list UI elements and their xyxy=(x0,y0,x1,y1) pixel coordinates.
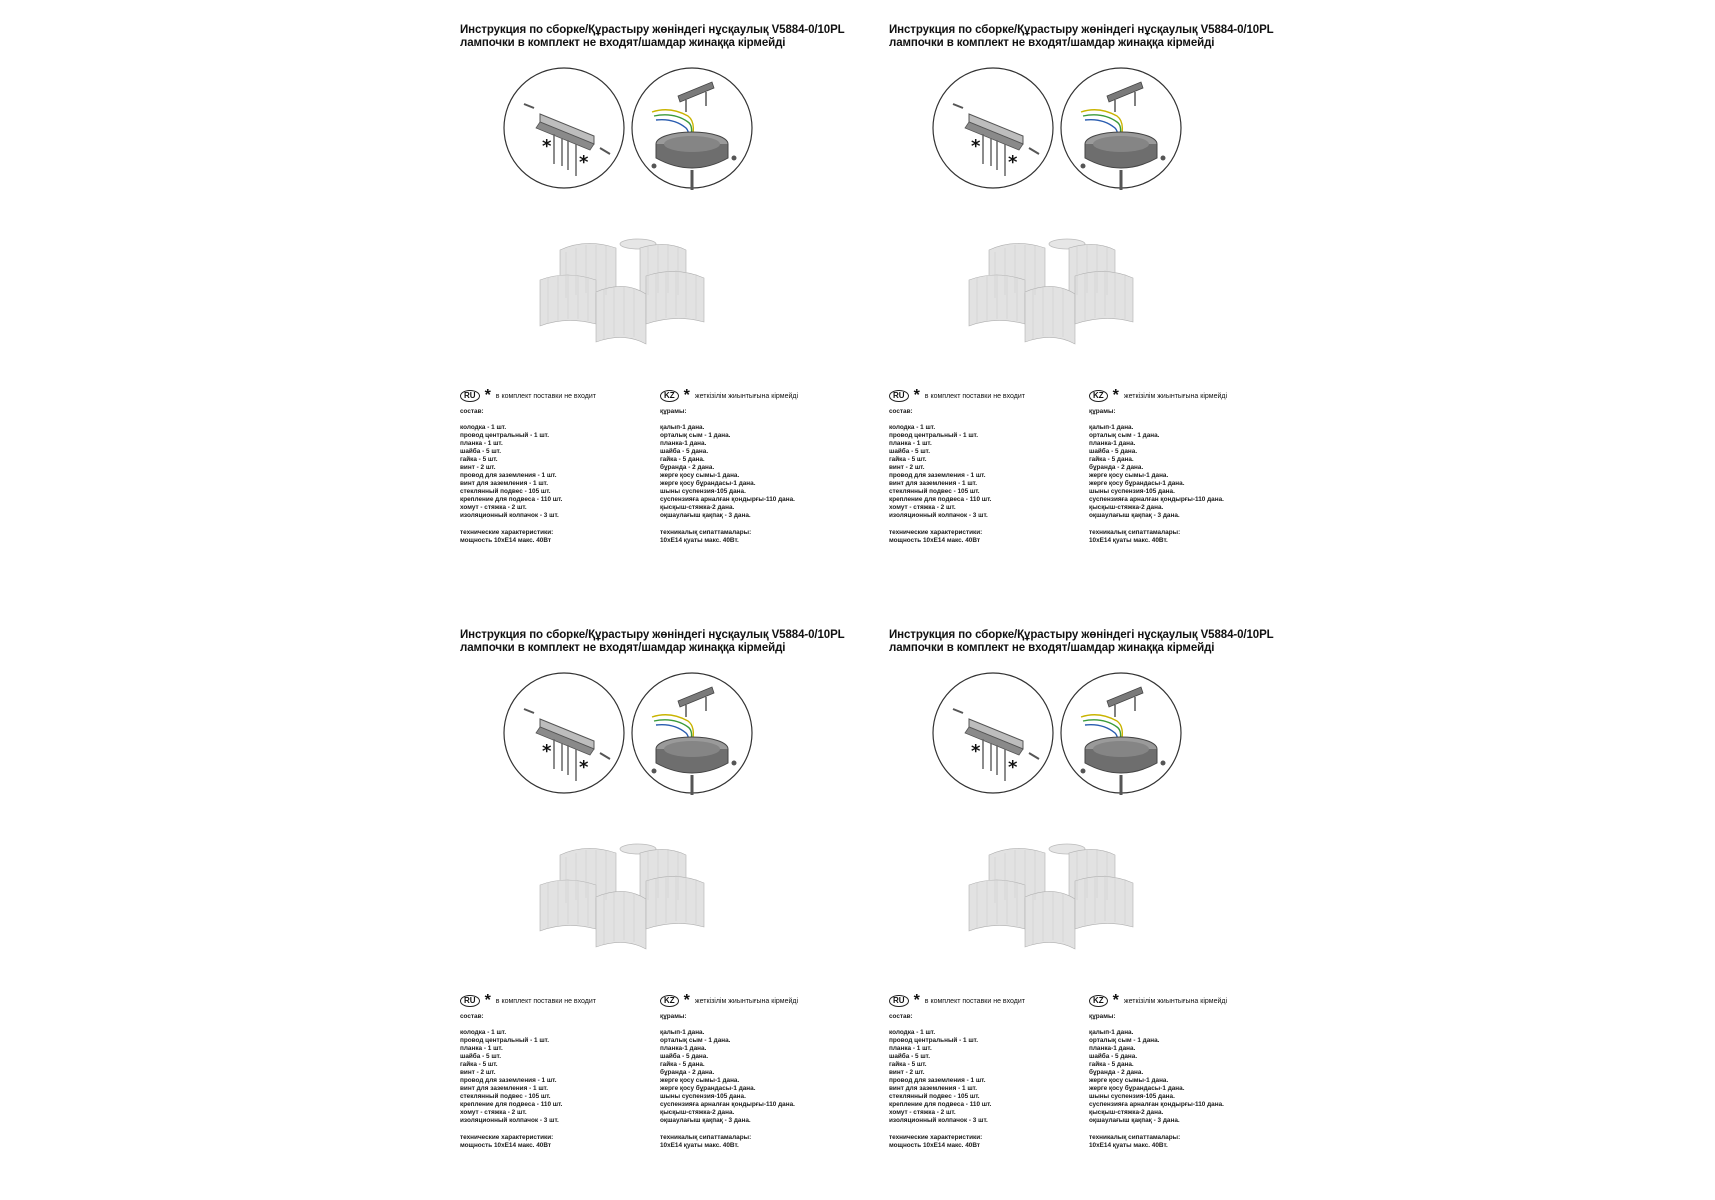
list-item: шайба - 5 шт. xyxy=(889,1053,930,1060)
assembly-diagrams xyxy=(931,66,1191,206)
kz-contents xyxy=(1089,1013,1289,1150)
canopy-wiring-diagram xyxy=(1059,671,1183,795)
kz-legend xyxy=(1089,992,1228,1009)
list-item: провод для заземления - 1 шт. xyxy=(889,1077,986,1084)
ru-spec-title: технические характеристики: xyxy=(460,1134,554,1141)
list-item: крепление для подвеса - 110 шт. xyxy=(889,1101,992,1108)
list-item: суспензияға арналған қондырғы-110 дана. xyxy=(1089,1101,1224,1108)
ru-spec: мощность 10хЕ14 макс. 40Вт xyxy=(889,1142,981,1149)
ru-legend-text: в комплект поставки не входит xyxy=(924,392,1025,400)
list-item: винт для заземления - 1 шт. xyxy=(460,1085,548,1092)
kz-legend-text: жеткізілім жиынтығына кірмейді xyxy=(694,997,799,1005)
assembly-diagrams xyxy=(931,671,1191,811)
list-item: жерге қосу сымы-1 дана. xyxy=(660,1077,740,1084)
ru-contents xyxy=(889,408,1079,545)
kz-contents-title: құрамы: xyxy=(1089,1013,1116,1020)
list-item: орталық сым - 1 дана. xyxy=(660,432,731,439)
ru-contents-title: состав: xyxy=(460,1013,484,1020)
list-item: шайба - 5 дана. xyxy=(1089,448,1138,455)
star-icon: * xyxy=(484,387,491,404)
canopy-wiring-diagram xyxy=(1059,66,1183,190)
ru-spec: мощность 10хЕ14 макс. 40Вт xyxy=(460,537,552,544)
list-item: провод для заземления - 1 шт. xyxy=(889,472,986,479)
star-icon: * xyxy=(683,387,690,404)
chandelier-image xyxy=(536,837,732,953)
list-item: изоляционный колпачок - 3 шт. xyxy=(460,1117,559,1124)
kz-legend xyxy=(1089,387,1228,404)
list-item: гайка - 5 шт. xyxy=(889,456,927,463)
list-item: гайка - 5 шт. xyxy=(460,1061,498,1068)
list-item: жерге қосу бұрандасы-1 дана. xyxy=(1089,1085,1185,1092)
kz-spec: 10хЕ14 қуаты макс. 40Вт. xyxy=(660,537,739,544)
list-item: планка - 1 шт. xyxy=(889,440,932,447)
list-item: жерге қосу сымы-1 дана. xyxy=(660,472,740,479)
list-item: хомут - стяжка - 2 шт. xyxy=(460,1109,527,1116)
list-item: планка - 1 шт. xyxy=(460,440,503,447)
star-icon: * xyxy=(542,136,552,157)
list-item: жерге қосу бұрандасы-1 дана. xyxy=(660,480,756,487)
kz-badge: KZ xyxy=(660,995,679,1007)
ru-spec-title: технические характеристики: xyxy=(889,1134,983,1141)
kz-contents xyxy=(1089,408,1289,545)
title-line-2: лампочки в комплект не входят/шамдар жинаққа кірмейді xyxy=(889,37,1215,49)
list-item: суспензияға арналған қондырғы-110 дана. xyxy=(1089,496,1224,503)
list-item: суспензияға арналған қондырғы-110 дана. xyxy=(660,496,795,503)
ru-contents xyxy=(460,408,650,545)
list-item: хомут - стяжка - 2 шт. xyxy=(889,1109,956,1116)
list-item: винт для заземления - 1 шт. xyxy=(460,480,548,487)
instruction-card-bottom-right xyxy=(889,629,1289,1189)
ru-badge: RU xyxy=(460,390,480,402)
ru-legend xyxy=(460,387,596,404)
list-item: крепление для подвеса - 110 шт. xyxy=(460,496,563,503)
list-item: провод центральный - 1 шт. xyxy=(889,1037,979,1044)
mounting-bar-diagram xyxy=(502,671,626,795)
title-line-2: лампочки в комплект не входят/шамдар жинаққа кірмейді xyxy=(889,642,1215,654)
ru-spec: мощность 10хЕ14 макс. 40Вт xyxy=(460,1142,552,1149)
star-icon: * xyxy=(683,992,690,1009)
ru-legend-text: в комплект поставки не входит xyxy=(495,997,596,1005)
list-item: қалып-1 дана. xyxy=(660,1029,705,1036)
list-item: қысқыш-стяжка-2 дана. xyxy=(660,504,735,511)
list-item: орталық сым - 1 дана. xyxy=(1089,432,1160,439)
list-item: крепление для подвеса - 110 шт. xyxy=(460,1101,563,1108)
kz-spec: 10хЕ14 қуаты макс. 40Вт. xyxy=(1089,537,1168,544)
list-item: орталық сым - 1 дана. xyxy=(1089,1037,1160,1044)
title-line-1: Инструкция по сборке/Құрастыру жөніндегі нұсқаулық V5884-0/10PL xyxy=(889,629,1274,641)
kz-badge: KZ xyxy=(1089,390,1108,402)
star-icon: * xyxy=(1008,757,1018,778)
ru-legend-text: в комплект поставки не входит xyxy=(924,997,1025,1005)
list-item: қысқыш-стяжка-2 дана. xyxy=(1089,504,1164,511)
list-item: винт - 2 шт. xyxy=(460,464,496,471)
list-item: суспензияға арналған қондырғы-110 дана. xyxy=(660,1101,795,1108)
instruction-card-top-right xyxy=(889,24,1289,584)
list-item: планка-1 дана. xyxy=(660,1045,707,1052)
list-item: гайка - 5 дана. xyxy=(1089,456,1134,463)
list-item: жерге қосу сымы-1 дана. xyxy=(1089,1077,1169,1084)
kz-legend xyxy=(660,992,799,1009)
list-item: колодка - 1 шт. xyxy=(460,1029,507,1036)
list-item: оқшаулағыш қақпақ - 3 дана. xyxy=(1089,512,1180,519)
ru-spec-title: технические характеристики: xyxy=(460,529,554,536)
list-item: стеклянный подвес - 105 шт. xyxy=(889,488,980,495)
list-item: хомут - стяжка - 2 шт. xyxy=(460,504,527,511)
ru-contents-title: состав: xyxy=(460,408,484,415)
list-item: жерге қосу бұрандасы-1 дана. xyxy=(1089,480,1185,487)
kz-legend-text: жеткізілім жиынтығына кірмейді xyxy=(1123,392,1228,400)
list-item: шайба - 5 шт. xyxy=(460,448,501,455)
list-item: оқшаулағыш қақпақ - 3 дана. xyxy=(1089,1117,1180,1124)
star-icon: * xyxy=(1112,387,1119,404)
star-icon: * xyxy=(484,992,491,1009)
list-item: планка-1 дана. xyxy=(660,440,707,447)
list-item: орталық сым - 1 дана. xyxy=(660,1037,731,1044)
list-item: колодка - 1 шт. xyxy=(460,424,507,431)
kz-legend xyxy=(660,387,799,404)
kz-contents-title: құрамы: xyxy=(660,1013,687,1020)
assembly-diagrams xyxy=(502,671,762,811)
instruction-card-bottom-left xyxy=(460,629,860,1189)
ru-contents-title: состав: xyxy=(889,1013,913,1020)
kz-contents-title: құрамы: xyxy=(1089,408,1116,415)
list-item: гайка - 5 дана. xyxy=(660,1061,705,1068)
list-item: қалып-1 дана. xyxy=(660,424,705,431)
chandelier-image xyxy=(965,232,1161,348)
list-item: провод для заземления - 1 шт. xyxy=(460,472,557,479)
list-item: жерге қосу бұрандасы-1 дана. xyxy=(660,1085,756,1092)
ru-contents xyxy=(460,1013,650,1150)
title-line-1: Инструкция по сборке/Құрастыру жөніндегі нұсқаулық V5884-0/10PL xyxy=(460,629,845,641)
list-item: шыны суспензия-105 дана. xyxy=(1089,488,1175,495)
kz-legend-text: жеткізілім жиынтығына кірмейді xyxy=(1123,997,1228,1005)
list-item: шыны суспензия-105 дана. xyxy=(1089,1093,1175,1100)
list-item: оқшаулағыш қақпақ - 3 дана. xyxy=(660,512,751,519)
list-item: провод центральный - 1 шт. xyxy=(460,1037,550,1044)
ru-spec: мощность 10хЕ14 макс. 40Вт xyxy=(889,537,981,544)
list-item: изоляционный колпачок - 3 шт. xyxy=(460,512,559,519)
star-icon: * xyxy=(971,741,981,762)
list-item: колодка - 1 шт. xyxy=(889,1029,936,1036)
kz-badge: KZ xyxy=(660,390,679,402)
list-item: планка - 1 шт. xyxy=(889,1045,932,1052)
mounting-bar-diagram xyxy=(931,671,1055,795)
star-icon: * xyxy=(913,387,920,404)
ru-contents xyxy=(889,1013,1079,1150)
list-item: винт - 2 шт. xyxy=(889,464,925,471)
list-item: колодка - 1 шт. xyxy=(889,424,936,431)
title-line-1: Инструкция по сборке/Құрастыру жөніндегі нұсқаулық V5884-0/10PL xyxy=(460,24,845,36)
ru-badge: RU xyxy=(460,995,480,1007)
kz-spec-title: техникалық сипаттамалары: xyxy=(1089,1134,1181,1141)
list-item: оқшаулағыш қақпақ - 3 дана. xyxy=(660,1117,751,1124)
list-item: шыны суспензия-105 дана. xyxy=(660,488,746,495)
list-item: гайка - 5 шт. xyxy=(460,456,498,463)
chandelier-image xyxy=(536,232,732,348)
title-line-2: лампочки в комплект не входят/шамдар жинаққа кірмейді xyxy=(460,37,786,49)
canopy-wiring-diagram xyxy=(630,66,754,190)
list-item: винт для заземления - 1 шт. xyxy=(889,480,977,487)
kz-contents xyxy=(660,1013,860,1150)
list-item: изоляционный колпачок - 3 шт. xyxy=(889,512,988,519)
list-item: қалып-1 дана. xyxy=(1089,424,1134,431)
kz-legend-text: жеткізілім жиынтығына кірмейді xyxy=(694,392,799,400)
kz-spec: 10хЕ14 қуаты макс. 40Вт. xyxy=(660,1142,739,1149)
list-item: стеклянный подвес - 105 шт. xyxy=(889,1093,980,1100)
list-item: шайба - 5 шт. xyxy=(889,448,930,455)
chandelier-image xyxy=(965,837,1161,953)
list-item: стеклянный подвес - 105 шт. xyxy=(460,488,551,495)
list-item: винт - 2 шт. xyxy=(889,1069,925,1076)
star-icon: * xyxy=(1112,992,1119,1009)
list-item: хомут - стяжка - 2 шт. xyxy=(889,504,956,511)
list-item: бұранда - 2 дана. xyxy=(660,1069,715,1076)
list-item: стеклянный подвес - 105 шт. xyxy=(460,1093,551,1100)
list-item: бұранда - 2 дана. xyxy=(660,464,715,471)
list-item: гайка - 5 шт. xyxy=(889,1061,927,1068)
list-item: жерге қосу сымы-1 дана. xyxy=(1089,472,1169,479)
list-item: шайба - 5 дана. xyxy=(660,448,709,455)
kz-contents xyxy=(660,408,860,545)
list-item: гайка - 5 дана. xyxy=(1089,1061,1134,1068)
list-item: планка - 1 шт. xyxy=(460,1045,503,1052)
star-icon: * xyxy=(579,757,589,778)
star-icon: * xyxy=(971,136,981,157)
mounting-bar-diagram xyxy=(931,66,1055,190)
ru-legend xyxy=(889,992,1025,1009)
star-icon: * xyxy=(579,152,589,173)
kz-badge: KZ xyxy=(1089,995,1108,1007)
list-item: шайба - 5 дана. xyxy=(660,1053,709,1060)
ru-legend-text: в комплект поставки не входит xyxy=(495,392,596,400)
list-item: провод центральный - 1 шт. xyxy=(889,432,979,439)
kz-spec-title: техникалық сипаттамалары: xyxy=(660,529,752,536)
list-item: қысқыш-стяжка-2 дана. xyxy=(1089,1109,1164,1116)
instruction-card-top-left xyxy=(460,24,860,584)
title-line-2: лампочки в комплект не входят/шамдар жинаққа кірмейді xyxy=(460,642,786,654)
list-item: провод для заземления - 1 шт. xyxy=(460,1077,557,1084)
star-icon: * xyxy=(542,741,552,762)
list-item: шыны суспензия-105 дана. xyxy=(660,1093,746,1100)
kz-contents-title: құрамы: xyxy=(660,408,687,415)
list-item: крепление для подвеса - 110 шт. xyxy=(889,496,992,503)
star-icon: * xyxy=(913,992,920,1009)
assembly-diagrams xyxy=(502,66,762,206)
list-item: винт - 2 шт. xyxy=(460,1069,496,1076)
list-item: бұранда - 2 дана. xyxy=(1089,464,1144,471)
list-item: провод центральный - 1 шт. xyxy=(460,432,550,439)
list-item: бұранда - 2 дана. xyxy=(1089,1069,1144,1076)
kz-spec-title: техникалық сипаттамалары: xyxy=(660,1134,752,1141)
list-item: шайба - 5 шт. xyxy=(460,1053,501,1060)
list-item: шайба - 5 дана. xyxy=(1089,1053,1138,1060)
ru-badge: RU xyxy=(889,390,909,402)
list-item: гайка - 5 дана. xyxy=(660,456,705,463)
list-item: винт для заземления - 1 шт. xyxy=(889,1085,977,1092)
canopy-wiring-diagram xyxy=(630,671,754,795)
title-line-1: Инструкция по сборке/Құрастыру жөніндегі нұсқаулық V5884-0/10PL xyxy=(889,24,1274,36)
kz-spec-title: техникалық сипаттамалары: xyxy=(1089,529,1181,536)
list-item: қалып-1 дана. xyxy=(1089,1029,1134,1036)
list-item: изоляционный колпачок - 3 шт. xyxy=(889,1117,988,1124)
ru-badge: RU xyxy=(889,995,909,1007)
kz-spec: 10хЕ14 қуаты макс. 40Вт. xyxy=(1089,1142,1168,1149)
ru-legend xyxy=(460,992,596,1009)
star-icon: * xyxy=(1008,152,1018,173)
list-item: қысқыш-стяжка-2 дана. xyxy=(660,1109,735,1116)
list-item: планка-1 дана. xyxy=(1089,440,1136,447)
ru-contents-title: состав: xyxy=(889,408,913,415)
ru-legend xyxy=(889,387,1025,404)
list-item: планка-1 дана. xyxy=(1089,1045,1136,1052)
ru-spec-title: технические характеристики: xyxy=(889,529,983,536)
mounting-bar-diagram xyxy=(502,66,626,190)
